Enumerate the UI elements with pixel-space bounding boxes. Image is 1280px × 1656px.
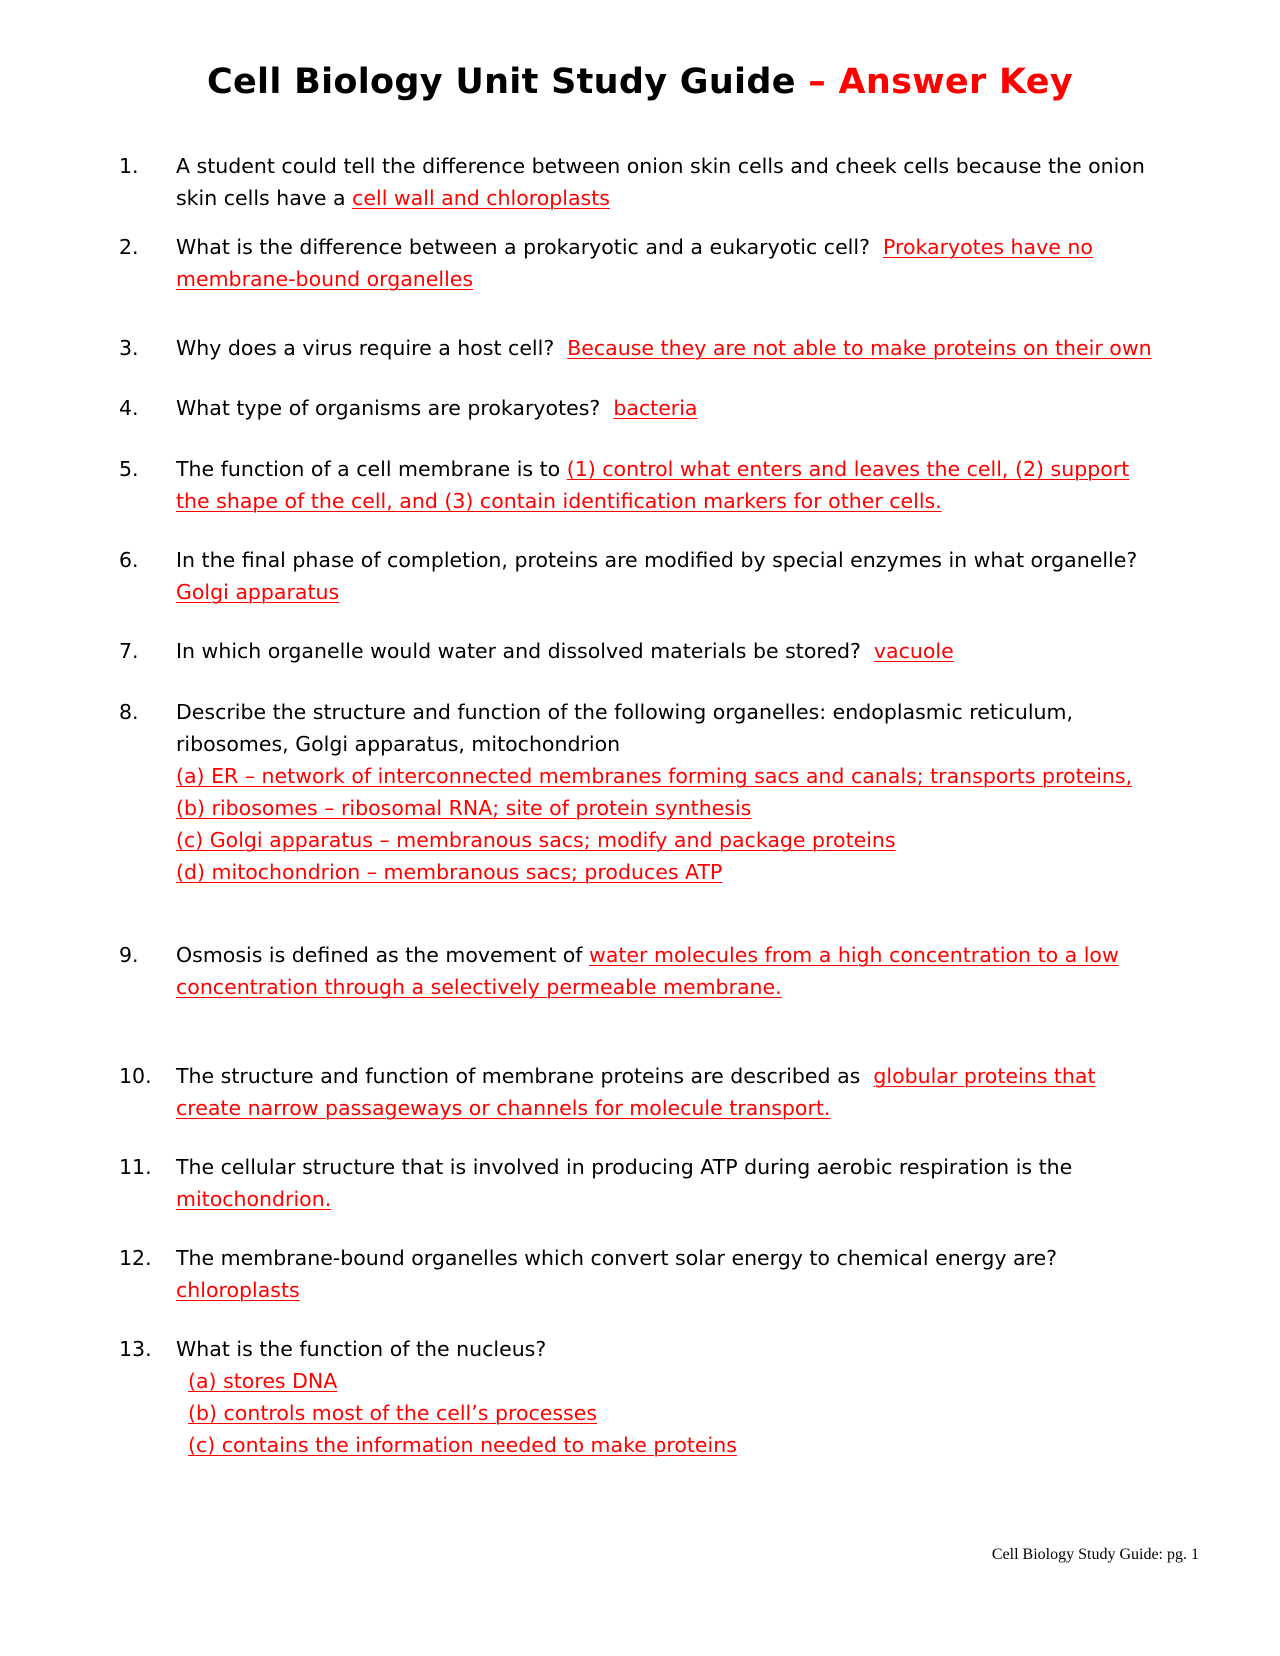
answer-text: (b) controls most of the cell’s processes [188, 1401, 598, 1425]
question-number: 9. [119, 943, 139, 967]
question-line [176, 231, 1186, 263]
question-line [176, 332, 1186, 364]
question-line [176, 1060, 1186, 1092]
question-line [176, 1151, 1186, 1183]
answer-text: bacteria [613, 396, 698, 420]
question-number: 7. [119, 639, 139, 663]
question-number: 6. [119, 548, 139, 572]
question-body [176, 696, 1186, 888]
question-number: 13. [119, 1337, 152, 1361]
answer-text: water molecules from a high concentration to a low [589, 943, 1119, 967]
question-number: 8. [119, 700, 139, 724]
page-footer: Cell Biology Study Guide: pg. 1 [991, 1546, 1199, 1563]
question-number: 5. [119, 457, 139, 481]
question-text: The structure and function of membrane proteins are described as [176, 1064, 874, 1088]
question-line [176, 760, 1186, 792]
question-line [176, 792, 1186, 824]
answer-text: cell wall and chloroplasts [352, 186, 610, 210]
answer-text: the shape of the cell, and (3) contain identification markers for other cells. [176, 489, 942, 513]
question-body [176, 1151, 1186, 1215]
question-text: The membrane-bound organelles which convert solar energy to chemical energy are? [176, 1246, 1058, 1270]
question-line [176, 939, 1186, 971]
question-body [176, 453, 1186, 517]
answer-text: (a) ER – network of interconnected membranes forming sacs and canals; transports proteins, [176, 764, 1133, 788]
question-text: The cellular structure that is involved in producing ATP during aerobic respiration is the [176, 1155, 1073, 1179]
answer-text: (b) ribosomes – ribosomal RNA; site of protein synthesis [176, 796, 752, 820]
question-body [176, 150, 1186, 214]
answer-text: (c) Golgi apparatus – membranous sacs; modify and package proteins [176, 828, 896, 852]
answer-text: chloroplasts [176, 1278, 300, 1302]
question-text: What is the function of the nucleus? [176, 1337, 547, 1361]
question-line [176, 635, 1186, 667]
answer-text: (a) stores DNA [188, 1369, 338, 1393]
question-number: 2. [119, 235, 139, 259]
question-body [176, 1060, 1186, 1124]
question-number: 4. [119, 396, 139, 420]
question-body [176, 544, 1186, 608]
question-number: 12. [119, 1246, 152, 1270]
question-line [176, 1183, 1186, 1215]
question-line [176, 453, 1186, 485]
question-line [176, 1429, 1186, 1461]
question-body [176, 1333, 1186, 1461]
question-line [176, 856, 1186, 888]
question-text: What type of organisms are prokaryotes? [176, 396, 614, 420]
question-line [176, 696, 1186, 728]
question-number: 11. [119, 1155, 152, 1179]
question-line [176, 728, 1186, 760]
question-line [176, 1365, 1186, 1397]
question-text: In which organelle would water and dissolved materials be stored? [176, 639, 874, 663]
question-number: 10. [119, 1064, 152, 1088]
answer-text: Prokaryotes have no [882, 235, 1093, 259]
answer-text: mitochondrion. [176, 1187, 332, 1211]
question-number: 3. [119, 336, 139, 360]
title-main: Cell Biology Unit Study Guide [207, 62, 796, 102]
question-line [176, 824, 1186, 856]
question-line [176, 485, 1186, 517]
answer-text: Because they are not able to make proteins on their own [567, 336, 1152, 360]
question-line [176, 1397, 1186, 1429]
answer-text: (c) contains the information needed to make proteins [188, 1433, 737, 1457]
question-text: Why does a virus require a host cell? [176, 336, 568, 360]
question-line [176, 1092, 1186, 1124]
question-line [176, 576, 1186, 608]
question-body [176, 635, 1186, 667]
question-line [176, 150, 1186, 182]
question-line [176, 971, 1186, 1003]
answer-text: vacuole [873, 639, 954, 663]
question-line [176, 1333, 1186, 1365]
question-text: ribosomes, Golgi apparatus, mitochondrion [176, 732, 621, 756]
question-body [176, 1242, 1186, 1306]
question-text: The function of a cell membrane is to [176, 457, 567, 481]
question-body [176, 332, 1186, 364]
page-title [0, 62, 1280, 102]
question-line [176, 182, 1186, 214]
question-line [176, 544, 1186, 576]
question-body [176, 392, 1186, 424]
question-text: Describe the structure and function of the following organelles: endoplasmic reticulum, [176, 700, 1073, 724]
question-text: A student could tell the difference between onion skin cells and cheek cells because the onion [176, 154, 1145, 178]
question-line [176, 392, 1186, 424]
question-text: skin cells have a [176, 186, 353, 210]
question-body [176, 939, 1186, 1003]
question-line [176, 1242, 1186, 1274]
question-text: Osmosis is defined as the movement of [176, 943, 590, 967]
answer-text: concentration through a selectively permeable membrane. [176, 975, 782, 999]
answer-text: Golgi apparatus [176, 580, 340, 604]
question-number: 1. [119, 154, 139, 178]
question-line [176, 1274, 1186, 1306]
question-line [176, 263, 1186, 295]
title-accent: – Answer Key [808, 62, 1073, 102]
answer-text: (d) mitochondrion – membranous sacs; produces ATP [176, 860, 723, 884]
question-text: In the final phase of completion, proteins are modified by special enzymes in what organelle? [176, 548, 1138, 572]
answer-text: (1) control what enters and leaves the cell, (2) support [566, 457, 1130, 481]
answer-text: create narrow passageways or channels for molecule transport. [176, 1096, 831, 1120]
answer-text: membrane-bound organelles [176, 267, 474, 291]
question-body [176, 231, 1186, 295]
question-text: What is the difference between a prokaryotic and a eukaryotic cell? [176, 235, 883, 259]
answer-text: globular proteins that [873, 1064, 1096, 1088]
